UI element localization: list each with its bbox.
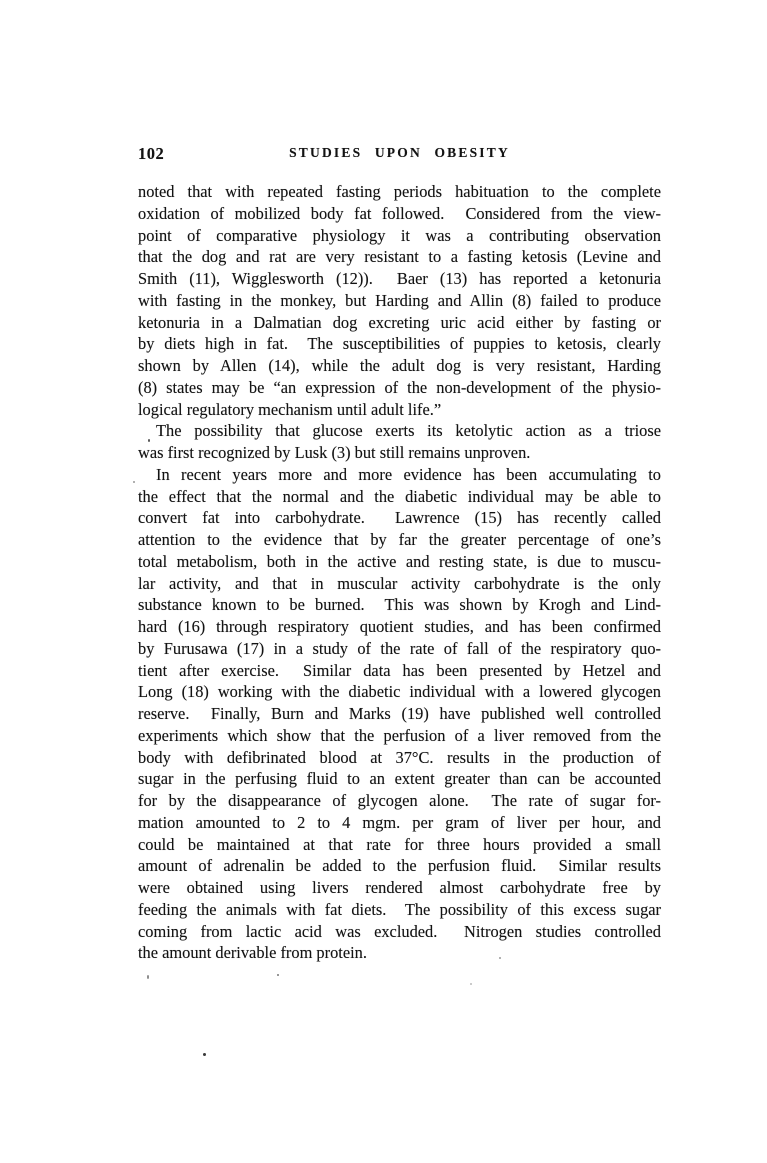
text-line: shown by Allen (14), while the adult dog is very resistant, Harding bbox=[138, 356, 661, 375]
paragraph bbox=[138, 464, 661, 964]
text-line: In recent years more and more evidence has been accumulating to bbox=[156, 464, 661, 484]
text-line: logical regulatory mechanism until adult life.” bbox=[138, 399, 442, 419]
text-line: convert fat into carbohydrate. Lawrence (15) has recently called bbox=[138, 508, 661, 528]
text-line: that the dog and rat are very resistant to a fasting ketosis (Levine and bbox=[138, 247, 661, 267]
text-line: coming from lactic acid was excluded. Nitrogen studies controlled bbox=[138, 921, 661, 941]
text-line: could be maintained at that rate for three hours provided a small bbox=[138, 834, 661, 854]
text-line: noted that with repeated fasting periods habituation to the complete bbox=[138, 182, 661, 201]
scan-speck bbox=[147, 975, 149, 979]
text-line: were obtained using livers rendered almost carbohydrate free by bbox=[138, 878, 661, 897]
scan-speck bbox=[277, 974, 279, 976]
text-line: feeding the animals with fat diets. The possibility of this excess sugar bbox=[138, 899, 661, 919]
text-line: (8) states may be “an expression of the non-development of the physio- bbox=[138, 377, 661, 397]
text-line: Long (18) working with the diabetic individual with a lowered glycogen bbox=[138, 682, 661, 702]
page-number: 102 bbox=[138, 144, 165, 163]
text-line: by Furusawa (17) in a study of the rate of fall of the respiratory quo- bbox=[138, 638, 661, 658]
paragraph bbox=[138, 420, 661, 464]
text-line: the amount derivable from protein. bbox=[138, 943, 367, 963]
text-line: total metabolism, both in the active and resting state, is due to muscu- bbox=[138, 551, 661, 571]
text-line: mation amounted to 2 to 4 mgm. per gram of liver per hour, and bbox=[138, 812, 661, 832]
scan-speck bbox=[499, 957, 501, 959]
text-line: experiments which show that the perfusion of a liver removed from the bbox=[138, 725, 661, 745]
text-line: substance known to be burned. This was shown by Krogh and Lind- bbox=[138, 595, 661, 615]
text-line: the effect that the normal and the diabetic individual may be able to bbox=[138, 486, 661, 506]
text-line: by diets high in fat. The susceptibilities of puppies to ketosis, clearly bbox=[138, 334, 661, 354]
text-line: amount of adrenalin be added to the perfusion fluid. Similar results bbox=[138, 856, 661, 876]
scan-speck bbox=[203, 1053, 206, 1056]
paragraph bbox=[138, 181, 661, 420]
text-line: reserve. Finally, Burn and Marks (19) have published well controlled bbox=[138, 704, 661, 723]
page-header bbox=[138, 144, 661, 162]
scan-speck bbox=[148, 439, 150, 442]
text-column bbox=[138, 144, 661, 964]
running-head: STUDIES UPON OBESITY bbox=[289, 145, 510, 160]
text-line: tient after exercise. Similar data has been presented by Hetzel and bbox=[138, 660, 661, 680]
text-line: Smith (11), Wigglesworth (12)). Baer (13) has reported a ketonuria bbox=[138, 269, 661, 288]
text-line: The possibility that glucose exerts its ketolytic action as a triose bbox=[156, 421, 661, 441]
text-line: for by the disappearance of glycogen alone. The rate of sugar for- bbox=[138, 791, 661, 810]
text-line: lar activity, and that in muscular activity carbohydrate is the only bbox=[138, 573, 661, 593]
text-line: ketonuria in a Dalmatian dog excreting uric acid either by fasting or bbox=[138, 312, 661, 332]
text-line: was first recognized by Lusk (3) but still remains unproven. bbox=[138, 443, 531, 462]
text-line: with fasting in the monkey, but Harding and Allin (8) failed to produce bbox=[138, 290, 661, 310]
body-text bbox=[138, 181, 661, 964]
scan-speck bbox=[470, 983, 472, 985]
scan-speck bbox=[133, 481, 135, 483]
text-line: hard (16) through respiratory quotient studies, and has been confirmed bbox=[138, 617, 661, 636]
text-line: point of comparative physiology it was a contributing observation bbox=[138, 225, 661, 245]
text-line: attention to the evidence that by far the greater percentage of one’s bbox=[138, 530, 661, 549]
text-line: body with defibrinated blood at 37°C. results in the production of bbox=[138, 747, 661, 767]
text-line: sugar in the perfusing fluid to an extent greater than can be accounted bbox=[138, 769, 661, 789]
text-line: oxidation of mobilized body fat followed. Considered from the view- bbox=[138, 203, 661, 223]
